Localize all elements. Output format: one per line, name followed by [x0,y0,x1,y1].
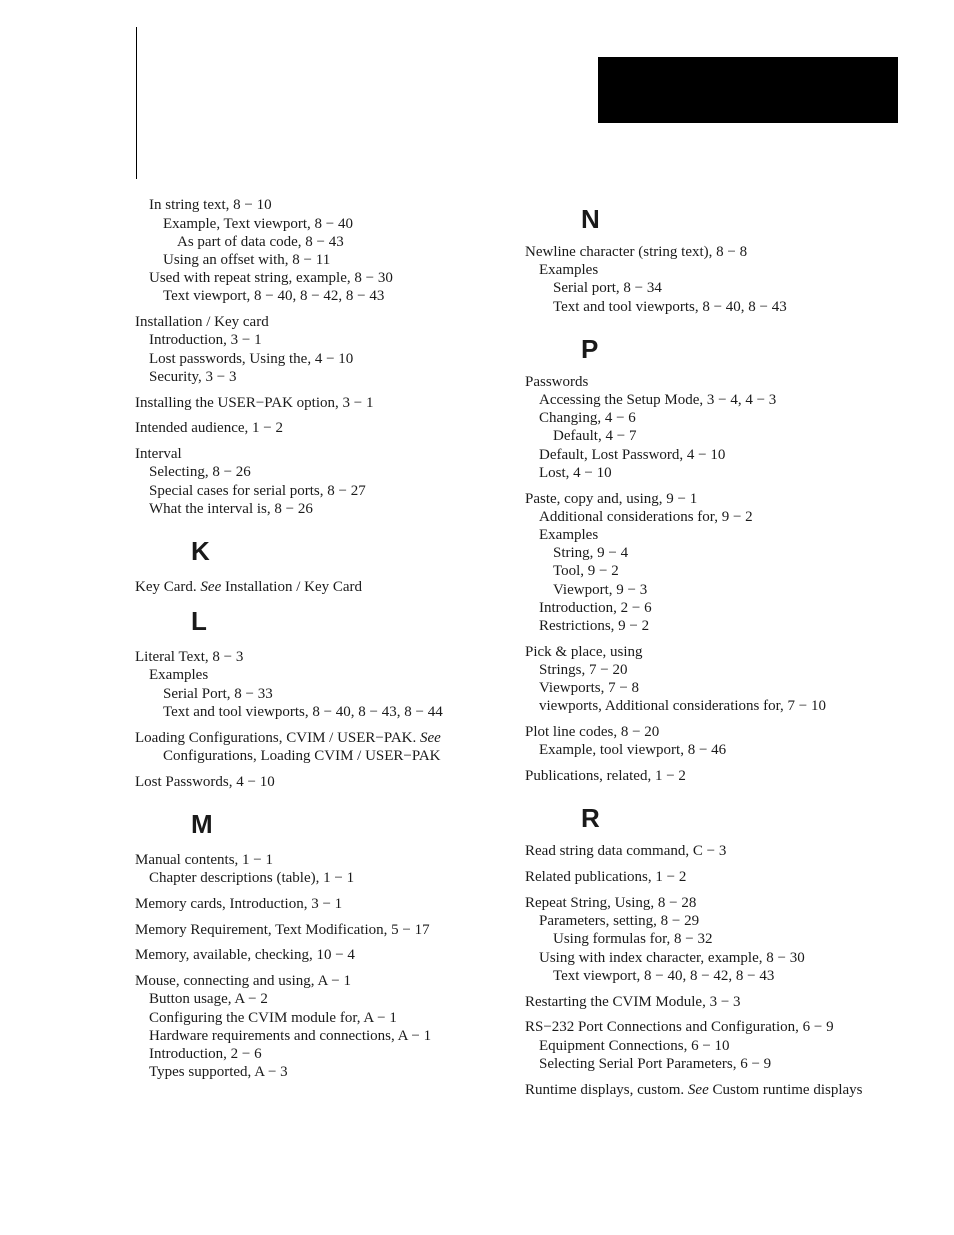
index-term-text: Loading Configurations, CVIM / USER−PAK. [135,729,420,746]
index-term [525,1081,925,1099]
index-column-right [525,204,925,1106]
index-subterm: Equipment Connections, 6 − 10 [539,1037,730,1054]
index-subterm: Configurations, Loading CVIM / USER−PAK [163,747,441,764]
index-subterm: Selecting Serial Port Parameters, 6 − 9 [539,1055,772,1072]
index-subterm: Types supported, A − 3 [149,1064,288,1081]
index-subterm: Additional considerations for, 9 − 2 [539,508,753,525]
index-term: Paste, copy and, using, 9 − 1 [525,490,698,507]
index-term [135,729,505,747]
index-term: Literal Text, 8 − 3 [135,649,244,666]
index-entry [135,773,505,791]
index-subterm: Example, Text viewport, 8 − 40 [163,215,354,232]
index-entry [525,723,925,759]
index-entry [525,842,925,860]
index-subterm: Accessing the Setup Mode, 3 − 4, 4 − 3 [539,392,777,409]
index-subterm: Example, tool viewport, 8 − 46 [539,742,727,759]
index-entry [135,313,505,386]
index-subterm: Parameters, setting, 8 − 29 [539,913,700,930]
index-subterm: Introduction, 2 − 6 [149,1046,262,1063]
index-term: Plot line codes, 8 − 20 [525,724,660,741]
see-target: Installation / Key Card [221,579,363,596]
index-subterm: Used with repeat string, example, 8 − 30 [149,270,393,287]
index-term: Intended audience, 1 − 2 [135,420,283,437]
index-entry [525,767,925,785]
index-term: Installing the USER−PAK option, 3 − 1 [135,394,374,411]
section-tab-block [598,57,898,123]
index-subterm: Text viewport, 8 − 40, 8 − 42, 8 − 43 [163,288,385,305]
index-subterm: Security, 3 − 3 [149,368,237,385]
index-subterm: As part of data code, 8 − 43 [177,233,344,250]
margin-rule [136,27,137,179]
index-column-left [135,197,505,1089]
index-subterm: Examples [539,262,599,279]
index-term: Memory, available, checking, 10 − 4 [135,947,355,964]
section-letter-m: M [191,808,213,839]
see-reference: See [200,579,222,596]
section-letter-p: P [581,333,599,364]
index-entry [135,445,505,518]
index-subterm: Button usage, A − 2 [149,991,268,1008]
see-target: Custom runtime displays [708,1081,863,1098]
index-subterm: Viewport, 9 − 3 [553,581,648,598]
index-subterm: Tool, 9 − 2 [553,563,619,580]
index-subterm: Restrictions, 9 − 2 [539,618,650,635]
index-entry [525,243,925,316]
index-subterm: Introduction, 3 − 1 [149,332,262,349]
index-entry [525,868,925,886]
index-subterm: Text and tool viewports, 8 − 40, 8 − 43 [553,298,787,315]
index-term-text: Key Card. [135,579,201,596]
index-term: Manual contents, 1 − 1 [135,851,274,868]
index-term: Newline character (string text), 8 − 8 [525,244,748,260]
index-entry [135,851,505,887]
section-letter-k: K [191,536,210,567]
index-entry [135,394,505,412]
index-term: Publications, related, 1 − 2 [525,768,686,785]
index-entry [525,490,925,636]
see-reference: See [420,729,441,746]
index-term: Read string data command, C − 3 [525,843,727,860]
index-term: Memory cards, Introduction, 3 − 1 [135,895,343,912]
index-entry [135,419,505,437]
index-subterm: Chapter descriptions (table), 1 − 1 [149,870,355,887]
index-subterm: Lost, 4 − 10 [539,464,612,481]
index-entry [525,1081,925,1099]
index-term: Restarting the CVIM Module, 3 − 3 [525,993,741,1010]
index-term: Related publications, 1 − 2 [525,869,687,886]
index-entry [135,648,505,721]
index-term: Pick & place, using [525,643,643,660]
section-letter-n: N [581,204,600,234]
index-entry [135,946,505,964]
index-subterm: Examples [539,527,599,544]
index-term: Mouse, connecting and using, A − 1 [135,973,351,990]
index-subterm: Text and tool viewports, 8 − 40, 8 − 43, 8 − 44 [163,703,443,720]
index-term: Memory Requirement, Text Modification, 5 − 17 [135,921,430,938]
index-term: Repeat String, Using, 8 − 28 [525,895,697,912]
see-reference: See [687,1081,709,1098]
index-subterm: Strings, 7 − 20 [539,662,628,679]
index-subterm: Special cases for serial ports, 8 − 27 [149,482,366,499]
index-term-text: Runtime displays, custom. [525,1081,688,1098]
index-subterm: In string text, 8 − 10 [149,197,272,214]
index-entry [135,729,505,765]
index-subterm: Default, Lost Password, 4 − 10 [539,446,726,463]
index-subterm: Configuring the CVIM module for, A − 1 [149,1009,397,1026]
index-entry [135,921,505,939]
index-subterm: Serial Port, 8 − 33 [163,685,273,702]
index-subterm: String, 9 − 4 [553,545,629,562]
index-subterm: Using with index character, example, 8 − 30 [539,949,805,966]
index-subterm: Using formulas for, 8 − 32 [553,931,713,948]
index-subterm: viewports, Additional considerations for, 7 − 10 [539,698,826,715]
index-entry [525,993,925,1011]
index-entry [135,578,505,596]
index-entry [135,895,505,913]
index-entry [135,972,505,1081]
index-subterm: Changing, 4 − 6 [539,410,636,427]
index-subterm: Examples [149,667,209,684]
index-term: Lost Passwords, 4 − 10 [135,773,275,790]
section-letter-r: R [581,803,600,834]
index-entry [525,1018,925,1073]
index-entry [525,894,925,985]
index-term: Passwords [525,373,589,390]
index-term: RS−232 Port Connections and Configuration, 6 − 9 [525,1019,834,1036]
index-term [135,578,505,596]
index-subterm: Serial port, 8 − 34 [553,280,662,297]
index-subterm: Introduction, 2 − 6 [539,599,652,616]
index-subterm: Viewports, 7 − 8 [539,680,640,697]
index-entry [525,643,925,716]
index-subterm: Selecting, 8 − 26 [149,464,251,481]
index-entry [135,196,505,305]
index-subterm: Default, 4 − 7 [553,428,637,445]
index-term: Interval [135,446,182,463]
index-subterm: Using an offset with, 8 − 11 [163,252,331,269]
index-subterm: Hardware requirements and connections, A − 1 [149,1027,432,1044]
section-letter-l: L [191,606,207,637]
index-entry [525,373,925,482]
index-term: Installation / Key card [135,314,269,331]
index-subterm: Lost passwords, Using the, 4 − 10 [149,350,354,367]
index-subterm: What the interval is, 8 − 26 [149,500,313,517]
index-subterm: Text viewport, 8 − 40, 8 − 42, 8 − 43 [553,967,775,984]
